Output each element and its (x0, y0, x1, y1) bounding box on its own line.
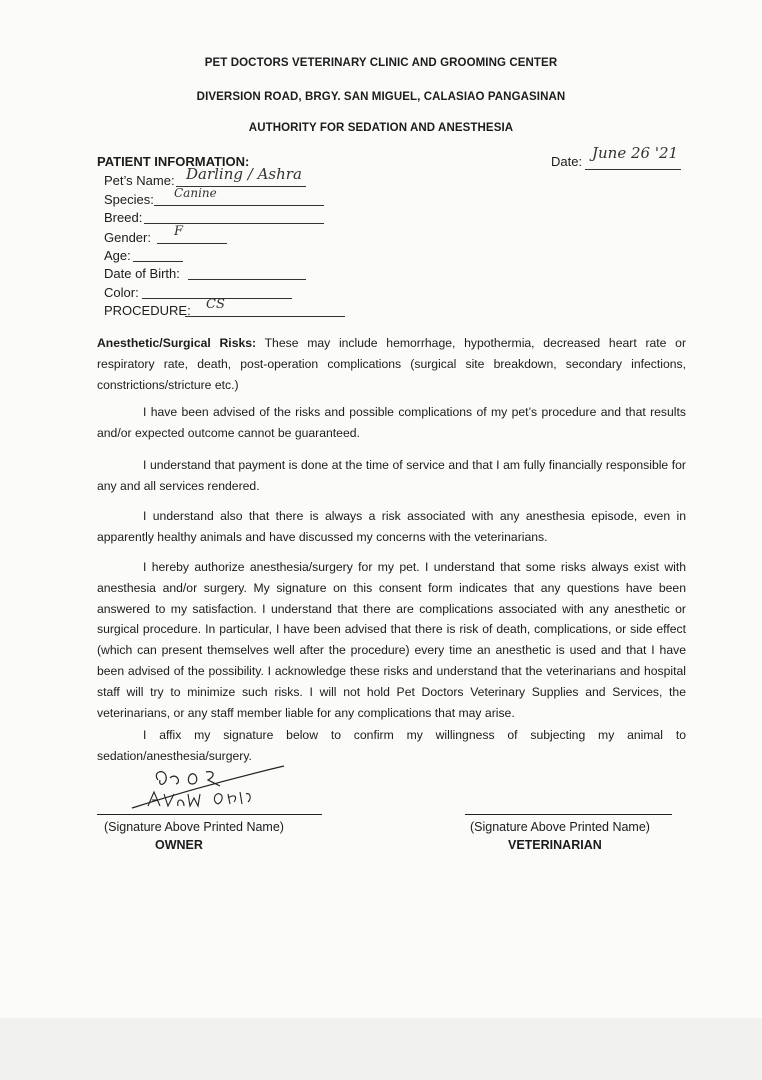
date-label: Date: (551, 154, 583, 169)
color-label: Color: (104, 285, 139, 300)
vet-signature-caption: (Signature Above Printed Name) (470, 820, 650, 834)
paragraph-affix: I affix my signature below to confirm my willingness of subjecting my animal to sedation/anesthesia/surgery. (97, 728, 686, 763)
gender-underline (157, 243, 227, 244)
vet-role-label: VETERINARIAN (508, 838, 602, 852)
paragraph-authorization: I hereby authorize anesthesia/surgery for my pet. I understand that some risks always exist with anesthesia and/or surgery. My signature on this consent form indicates that any questions have been answered to my satisfaction. I understand that there are complications associated with any anesthetic or surgical procedure. In particular, I have been advised that there is risk of death, complications, or side effect (which can present themselves well after the procedure) every time an anesthetic is used and that I have been advised of the possibility. I acknowledge these risks and understand that the veterinarians and hospital staff will try to minimize such risks. I will not hold Pet Doctors Veterinary Supplies and Services, the veterinarians, or any staff member liable for any complications that may arise. (97, 560, 686, 720)
risks-label: Anesthetic/Surgical Risks: (97, 336, 257, 350)
patient-info-heading: PATIENT INFORMATION: (97, 154, 250, 169)
owner-role-label: OWNER (155, 838, 203, 852)
paragraph-advised: I have been advised of the risks and possible complications of my pet’s procedure and that results and/or expected outcome cannot be guaranteed. (97, 405, 686, 440)
procedure-label: PROCEDURE: (104, 303, 191, 318)
age-label: Age: (104, 248, 131, 263)
pets-name-label: Pet’s Name: (104, 173, 175, 188)
paragraph-risk: I understand also that there is always a risk associated with any anesthesia episode, even in apparently healthy animals and have discussed my concerns with the veterinarians. (97, 509, 686, 544)
vet-signature-line (465, 814, 672, 815)
species-label: Species: (104, 192, 154, 207)
owner-signature-caption: (Signature Above Printed Name) (104, 820, 284, 834)
owner-handwritten-signature (128, 762, 293, 817)
risks-text: These may include hemorrhage, hypothermia, decreased heart rate or respiratory rate, death, post-operation complications (surgical site breakdown, secondary infections, constrictions/stricture etc.) (97, 336, 687, 392)
species-value: Canine (174, 186, 217, 200)
age-underline (133, 261, 183, 262)
date-handwritten-value: June 26 '21 (592, 144, 679, 162)
date-of-birth-underline (188, 279, 306, 280)
gender-label: Gender: (104, 230, 151, 245)
date-of-birth-label: Date of Birth: (104, 266, 180, 281)
pets-name-value: Darling / Ashra (186, 165, 302, 183)
scan-bottom-edge (0, 1018, 762, 1080)
procedure-value: CS (206, 297, 225, 312)
form-title: AUTHORITY FOR SEDATION AND ANESTHESIA (248, 122, 514, 134)
date-underline (585, 169, 681, 170)
clinic-name: PET DOCTORS VETERINARY CLINIC AND GROOMING CENTER (204, 57, 558, 69)
risks-paragraph (97, 333, 686, 395)
breed-label: Breed: (104, 210, 143, 225)
paragraph-payment: I understand that payment is done at the time of service and that I am fully financially responsible for any and all services rendered. (97, 458, 686, 493)
breed-underline (144, 223, 324, 224)
species-underline (154, 205, 324, 206)
procedure-underline (185, 316, 345, 317)
clinic-address: DIVERSION ROAD, BRGY. SAN MIGUEL, CALASIAO PANGASINAN (196, 91, 566, 103)
gender-value: F (174, 224, 184, 239)
owner-signature-line (97, 814, 322, 815)
